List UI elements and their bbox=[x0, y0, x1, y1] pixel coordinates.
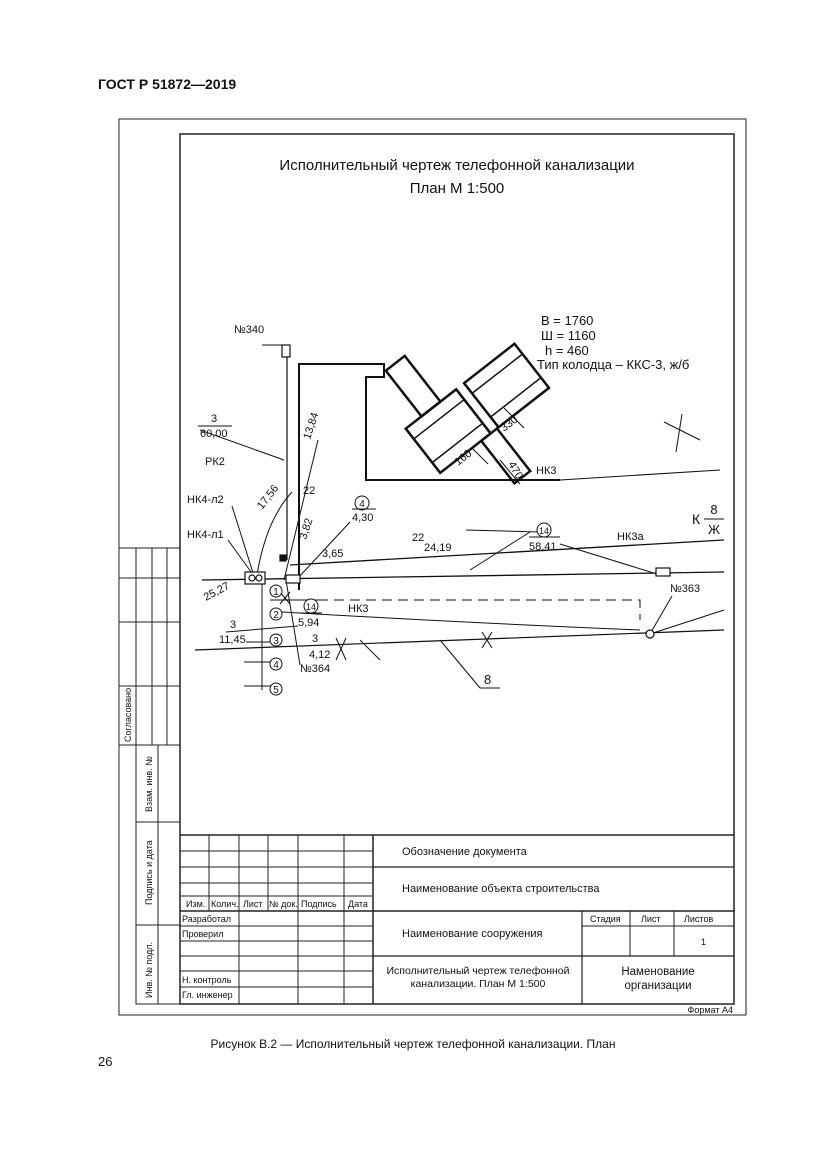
stamp-role-check: Проверил bbox=[182, 929, 224, 939]
section-k: К bbox=[692, 511, 701, 527]
dim-3: 3 bbox=[211, 413, 218, 425]
param-sh: Ш = 1160 bbox=[541, 328, 596, 343]
stamp-col-date: Дата bbox=[348, 899, 368, 909]
section-k-den: Ж bbox=[707, 522, 721, 537]
dim-430: 4,30 bbox=[352, 512, 374, 524]
stamp-col-sheet: Лист bbox=[243, 899, 263, 909]
stamp-doc-designation: Обозначение документа bbox=[402, 846, 527, 858]
stamp-col-sign: Подпись bbox=[301, 899, 337, 909]
label-rk2: РК2 bbox=[205, 456, 225, 468]
dim-412: 4,12 bbox=[309, 649, 331, 661]
stamp-structure-name: Наименование сооружения bbox=[402, 928, 543, 940]
stamp-sheets: Листов bbox=[684, 914, 714, 924]
dim-60: 60,00 bbox=[200, 428, 228, 440]
stamp-object-name: Наименование объекта строительства bbox=[402, 883, 600, 895]
dim-3c: 3 bbox=[312, 633, 319, 645]
side-stamp-replace: Взам. инв. № bbox=[144, 756, 154, 812]
stamp-sheets-value: 1 bbox=[701, 937, 707, 947]
format-label: Формат А4 bbox=[687, 1005, 733, 1015]
dim-594: 5,94 bbox=[298, 617, 320, 629]
stamp-col-docno: № док. bbox=[269, 899, 298, 909]
well-n364: №364 bbox=[300, 663, 331, 675]
stamp-drawing-name: Исполнительный чертеж телефонной канализации. План М 1:500 bbox=[386, 965, 570, 990]
label-nk3a: НК3а bbox=[617, 531, 644, 543]
well-n363: №363 bbox=[670, 583, 701, 595]
label-nk3-top: НК3 bbox=[536, 465, 557, 477]
document-header: ГОСТ Р 51872—2019 bbox=[98, 76, 237, 92]
side-stamp-inventory: Инв. № подл. bbox=[144, 941, 154, 998]
circle-14a: 14 bbox=[538, 526, 550, 536]
label-nk4l2: НК4-л2 bbox=[187, 494, 224, 506]
circle-4: 4 bbox=[359, 499, 365, 510]
label-nk3: НК3 bbox=[348, 603, 369, 615]
dim-3b: 3 bbox=[230, 619, 237, 631]
param-type: Тип колодца – ККС-3, ж/б bbox=[537, 357, 690, 372]
line-8: 8 bbox=[484, 672, 492, 687]
side-stamp-signature: Подпись и дата bbox=[144, 840, 154, 905]
stamp-role-norm: Н. контроль bbox=[182, 975, 232, 985]
well-parameters bbox=[537, 313, 689, 372]
label-nk4l1: НК4-л1 bbox=[187, 529, 224, 541]
well-n340: №340 bbox=[234, 324, 265, 336]
param-b: В = 1760 bbox=[541, 313, 594, 328]
dim-382: 3,82 bbox=[297, 516, 316, 541]
dim-22b: 22 bbox=[412, 532, 425, 544]
page-number: 26 bbox=[98, 1054, 113, 1069]
dim-1145: 11,45 bbox=[219, 634, 246, 646]
dim-2527: 25,27 bbox=[201, 580, 232, 604]
stamp-sheet: Лист bbox=[641, 914, 661, 924]
dim-1756: 17,56 bbox=[254, 482, 282, 512]
circle-2: 2 bbox=[273, 610, 279, 621]
stamp-col-change: Изм. bbox=[186, 899, 206, 909]
stamp-role-chief: Гл. инженер bbox=[182, 990, 233, 1000]
stamp-role-dev: Разработал bbox=[182, 914, 231, 924]
dim-330: 330 bbox=[498, 413, 521, 435]
circle-1: 1 bbox=[273, 587, 279, 598]
side-stamp-agreed: Согласовано bbox=[123, 687, 133, 742]
param-h: h = 460 bbox=[545, 343, 589, 358]
drawing-title: Исполнительный чертеж телефонной канализации bbox=[279, 157, 635, 174]
section-k-num: 8 bbox=[710, 502, 718, 517]
dim-470: 470 bbox=[505, 459, 525, 482]
circle-3: 3 bbox=[273, 636, 279, 647]
dim-22a: 22 bbox=[303, 485, 316, 497]
stamp-org-name: Наменование организации bbox=[621, 966, 695, 992]
dim-5841: 58,41 bbox=[529, 541, 557, 553]
circle-5: 5 bbox=[273, 685, 279, 696]
stamp-stage: Стадия bbox=[590, 914, 621, 924]
dim-1384: 13,84 bbox=[301, 411, 322, 441]
circle-14b: 14 bbox=[305, 602, 317, 612]
dim-160: 160 bbox=[452, 447, 475, 469]
figure-caption: Рисунок В.2 — Исполнительный чертеж телефонной канализации. План bbox=[210, 1037, 616, 1051]
stamp-col-qty: Колич. bbox=[211, 899, 239, 909]
dim-365: 3,65 bbox=[322, 548, 344, 560]
circle-4b: 4 bbox=[273, 660, 279, 671]
drawing-scale: План М 1:500 bbox=[409, 180, 505, 197]
dim-2419: 24,19 bbox=[424, 542, 452, 554]
